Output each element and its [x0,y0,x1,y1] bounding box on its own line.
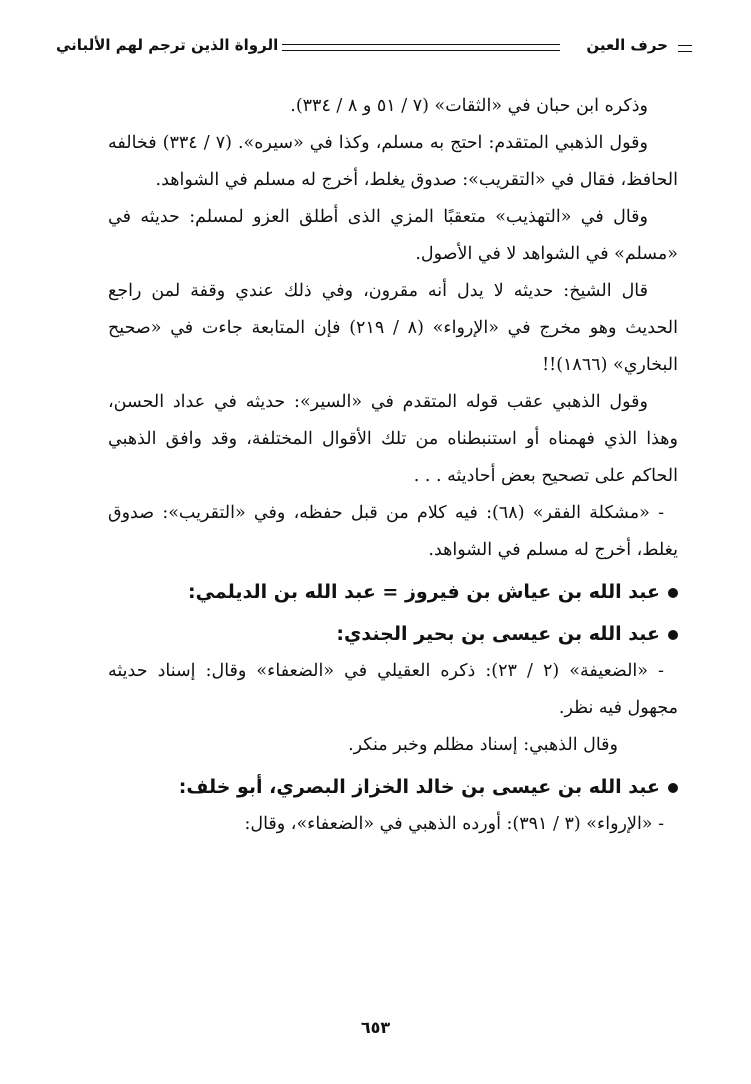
header-rule [282,44,560,51]
paragraph-dhahabi-isnad: وقال الذهبي: إسناد مظلم وخبر منكر. [348,735,618,755]
entry-heading-abdullah-ibn-ayyash [108,569,678,611]
entry-heading-abdullah-ibn-isa-jundi [108,611,678,653]
header-dash-mark [678,45,692,52]
paragraph-mushkilat-al-faqr: - «مشكلة الفقر» (٦٨): فيه كلام من قبل حفظه، وفي «التقريب»: صدوق يغلط، أخرج له مسلم في الشواهد. [108,503,678,560]
paragraph-thiqat: وذكره ابن حبان في «الثقات» (٧ / ٥١ و ٨ / ٣٣٤). [290,96,648,116]
chapter-title: حرف العين [586,36,668,54]
page-body [108,88,678,843]
running-header [56,36,692,64]
paragraph-dhahabi-statement: وقول الذهبي المتقدم: احتج به مسلم، وكذا في «سيره». (٧ / ٣٣٤) فخالفه الحافظ، فقال في «التقريب»: صدوق يغلط، أخرج له مسلم في الشواهد. [108,133,678,190]
entry-heading-abdullah-ibn-isa-khazzaz [108,764,678,806]
bullet-icon [668,783,678,793]
paragraph-daifa: - «الضعيفة» (٢ / ٢٣): ذكره العقيلي في «الضعفاء» وقال: إسناد حديثه مجهول فيه نظر. [108,661,678,718]
paragraph-irwa: - «الإرواء» (٣ / ٣٩١): أورده الذهبي في «الضعفاء»، وقال: [244,814,664,834]
entry-heading-text: عبد الله بن عياش بن فيروز = عبد الله بن الديلمي: [188,581,660,603]
bullet-icon [668,630,678,640]
paragraph-siyar: وقول الذهبي عقب قوله المتقدم في «السير»: حديثه في عداد الحسن، وهذا الذي فهمناه أو استنبطناه من تلك الأقوال المختلفة، وقد وافق الذهبي الحاكم على تصحيح بعض أحاديثه . . . [108,392,678,486]
entry-heading-text: عبد الله بن عيسى بن خالد الخزاز البصري، أبو خلف: [178,776,660,798]
bullet-icon [668,588,678,598]
paragraph-tahdhib: وقال في «التهذيب» متعقبًا المزي الذى أطلق العزو لمسلم: حديثه في «مسلم» في الشواهد لا في الأصول. [108,207,678,264]
entry-heading-text: عبد الله بن عيسى بن بحير الجندي: [336,623,660,645]
book-title: الرواة الذين ترجم لهم الألباني [56,36,279,54]
page-number: ٦٥٣ [360,1018,391,1037]
paragraph-sheikh-note: قال الشيخ: حديثه لا يدل أنه مقرون، وفي ذلك عندي وقفة لمن راجع الحديث وهو مخرج في «الإرواء» (٨ / ٢١٩) فإن المتابعة جاءت في «صحيح البخاري» (١٨٦٦)!! [108,281,678,375]
